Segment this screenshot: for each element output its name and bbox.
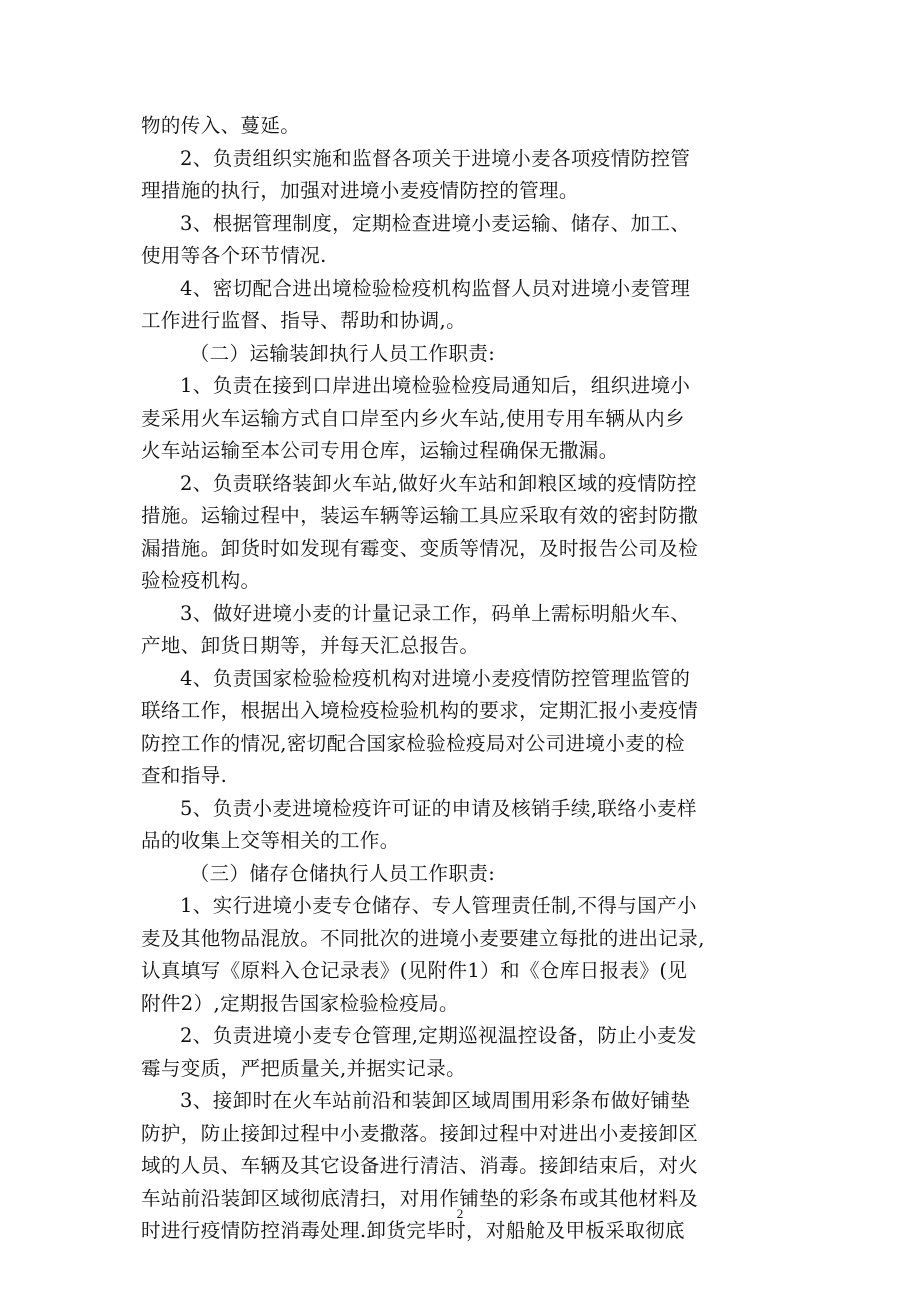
paragraph-continuation: 物的传入、蔓延。	[141, 114, 301, 137]
paragraph-transport-4: 4、负责国家检验检疫机构对进境小麦疫情防控管理监管的 联络工作，根据出入境检疫检验机构的要求，定期汇报小麦疫情 防控工作的情况,密切配合国家检验检疫局对公司进境小麦的检 查和指导.	[141, 666, 699, 787]
document-body	[141, 110, 783, 1248]
paragraph-duty-2: 2、负责组织实施和监督各项关于进境小麦各项疫情防控管 理措施的执行，加强对进境小麦疫情防控的管理。	[141, 146, 691, 202]
section-heading-transport: （二）运输装卸执行人员工作职责:	[189, 341, 496, 365]
paragraph-storage-1: 1、实行进境小麦专仓储存、专人管理责任制,不得与国产小 麦及其他物品混放。不同批次的进境小麦要建立每批的进出记录, 认真填写《原料入仓记录表》(见附件1）和《仓库日报表》(见 附件2）,定期报告国家检验检疫局。	[141, 894, 705, 1015]
paragraph-storage-3: 3、接卸时在火车站前沿和装卸区域周围用彩条布做好铺垫 防护，防止接卸过程中小麦撒落。接卸过程中对进出小麦接卸区 域的人员、车辆及其它设备进行清洁、消毒。接卸结束后，对火 车站前沿装卸区域彻底清扫，对用作铺垫的彩条布或其他材料及 时进行疫情防控消毒处理.卸货完毕时，对船舱及甲板采取彻底	[141, 1089, 699, 1242]
paragraph-transport-2: 2、负责联络装卸火车站,做好火车站和卸粮区域的疫情防控 措施。运输过程中，装运车辆等运输工具应采取有效的密封防撒 漏措施。卸货时如发现有霉变、变质等情况，及时报告公司及检 验检疫机构。	[141, 471, 699, 592]
paragraph-transport-5: 5、负责小麦进境检疫许可证的申请及核销手续,联络小麦样 品的收集上交等相关的工作。	[141, 796, 697, 852]
section-heading-storage: （三）储存仓储执行人员工作职责:	[189, 861, 496, 885]
paragraph-duty-4: 4、密切配合进出境检验检疫机构监督人员对进境小麦管理 工作进行监督、指导、帮助和协调,。	[141, 276, 691, 332]
paragraph-transport-1: 1、负责在接到口岸进出境检验检疫局通知后，组织进境小 麦采用火车运输方式自口岸至内乡火车站,使用专用车辆从内乡 火车站运输至本公司专用仓库，运输过程确保无撒漏。	[141, 374, 691, 462]
paragraph-storage-2: 2、负责进境小麦专仓管理,定期巡视温控设备，防止小麦发 霉与变质，严把质量关,并据实记录。	[141, 1024, 697, 1080]
paragraph-transport-3: 3、做好进境小麦的计量记录工作，码单上需标明船火车、 产地、卸货日期等，并每天汇总报告。	[141, 601, 691, 657]
paragraph-duty-3: 3、根据管理制度，定期检查进境小麦运输、储存、加工、 使用等各个环节情况.	[141, 211, 691, 267]
page-number: 2	[456, 1206, 464, 1221]
